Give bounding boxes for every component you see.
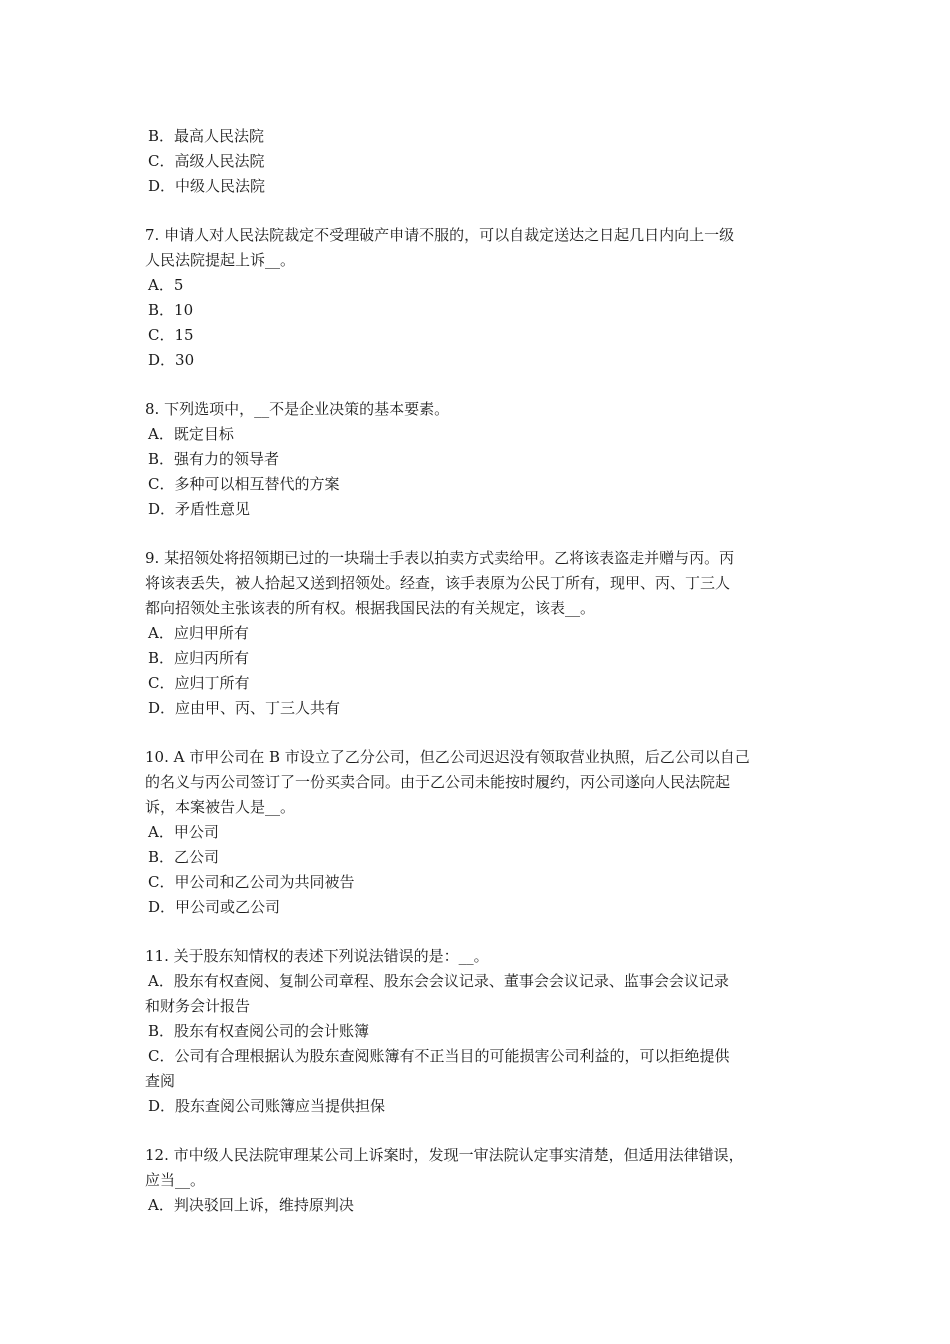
option-d: D．股东查阅公司账簿应当提供担保	[148, 1097, 386, 1115]
option-d: D．中级人民法院	[148, 177, 266, 195]
option-d: D．甲公司或乙公司	[148, 898, 281, 916]
question-stem-line: 7. 申请人对人民法院裁定不受理破产申请不服的，可以自裁定送达之日起几日内向上一级	[145, 226, 735, 244]
question-stem-line: 11. 关于股东知情权的表述下列说法错误的是：__。	[145, 947, 489, 965]
question-11	[145, 944, 810, 1119]
option-b: B．最高人民法院	[148, 127, 265, 145]
option-b: B．应归丙所有	[148, 649, 250, 667]
question-stem-line: 诉，本案被告人是__。	[145, 798, 296, 816]
option-d: D．应由甲、丙、丁三人共有	[148, 699, 341, 717]
option-d: D．30	[148, 351, 195, 369]
option-a: A．判决驳回上诉，维持原判决	[148, 1196, 354, 1214]
option-c: C．公司有合理根据认为股东查阅账簿有不正当目的可能损害公司利益的，可以拒绝提供	[148, 1047, 730, 1065]
question-stem-line: 9. 某招领处将招领期已过的一块瑞士手表以拍卖方式卖给甲。乙将该表盗走并赠与丙。丙	[145, 549, 735, 567]
question-stem-line: 将该表丢失，被人拾起又送到招领处。经查，该手表原为公民丁所有，现甲、丙、丁三人	[145, 574, 731, 592]
option-a: A．既定目标	[148, 425, 234, 443]
question-7	[145, 223, 810, 373]
option-a: A．5	[148, 276, 184, 294]
option-c: C．多种可以相互替代的方案	[148, 475, 340, 493]
option-c-continued: 查阅	[145, 1072, 176, 1090]
option-c: C．应归丁所有	[148, 674, 250, 692]
option-b: B．乙公司	[148, 848, 220, 866]
document-page	[145, 124, 810, 1218]
option-a: A．股东有权查阅、复制公司章程、股东会会议记录、董事会会议记录、监事会会议记录	[148, 972, 729, 990]
question-stem-line: 人民法院提起上诉__。	[145, 251, 296, 269]
option-c: C．高级人民法院	[148, 152, 265, 170]
question-stem-line: 8. 下列选项中，__不是企业决策的基本要素。	[145, 400, 450, 418]
question-9	[145, 546, 810, 721]
question-stem-line: 12. 市中级人民法院审理某公司上诉案时，发现一审法院认定事实清楚，但适用法律错误，	[145, 1146, 744, 1164]
question-8	[145, 397, 810, 522]
option-b: B．股东有权查阅公司的会计账簿	[148, 1022, 370, 1040]
option-b: B．10	[148, 301, 194, 319]
option-d: D．矛盾性意见	[148, 500, 251, 518]
option-c: C．15	[148, 326, 194, 344]
option-a-continued: 和财务会计报告	[145, 997, 251, 1015]
option-c: C．甲公司和乙公司为共同被告	[148, 873, 355, 891]
option-a: A．应归甲所有	[148, 624, 249, 642]
option-b: B．强有力的领导者	[148, 450, 280, 468]
question-stem-line: 应当__。	[145, 1171, 206, 1189]
question-6-options	[145, 124, 810, 199]
question-stem-line: 10. A 市甲公司在 B 市设立了乙分公司，但乙公司迟迟没有领取营业执照，后乙公司以自己	[145, 748, 750, 766]
option-a: A．甲公司	[148, 823, 219, 841]
question-10	[145, 745, 810, 920]
question-stem-line: 的名义与丙公司签订了一份买卖合同。由于乙公司未能按时履约，丙公司遂向人民法院起	[145, 773, 731, 791]
question-stem-line: 都向招领处主张该表的所有权。根据我国民法的有关规定，该表__。	[145, 599, 596, 617]
question-12	[145, 1143, 810, 1218]
